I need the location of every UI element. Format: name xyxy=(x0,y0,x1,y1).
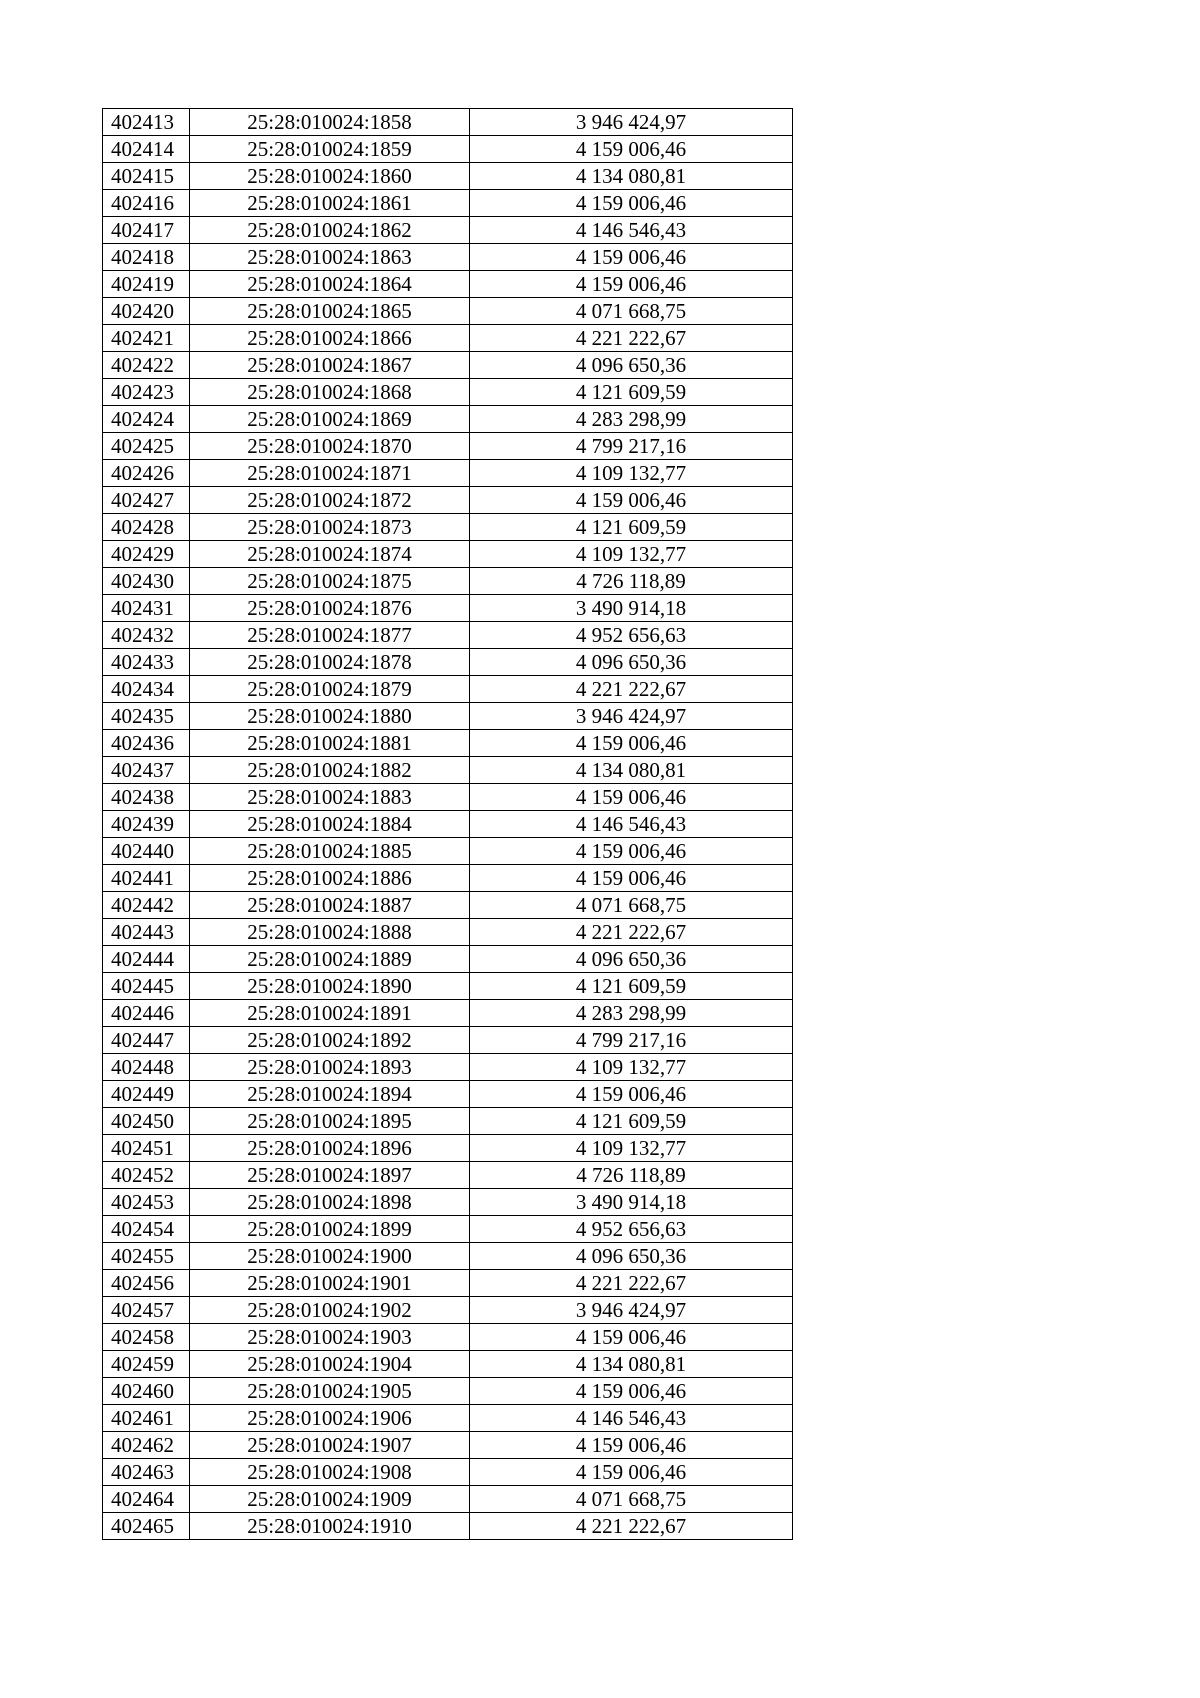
cadastral-number-cell: 25:28:010024:1866 xyxy=(190,325,470,352)
cadastral-value-cell: 4 159 006,46 xyxy=(470,784,793,811)
table-row xyxy=(103,946,793,973)
cadastral-value-cell: 4 109 132,77 xyxy=(470,1054,793,1081)
row-number-cell: 402450 xyxy=(103,1108,190,1135)
table-row xyxy=(103,163,793,190)
table-body xyxy=(103,109,793,1540)
cadastral-number-cell: 25:28:010024:1893 xyxy=(190,1054,470,1081)
cadastral-value-cell: 4 109 132,77 xyxy=(470,460,793,487)
row-number-cell: 402438 xyxy=(103,784,190,811)
table-row xyxy=(103,1378,793,1405)
table-row xyxy=(103,1108,793,1135)
table-row xyxy=(103,217,793,244)
row-number-cell: 402434 xyxy=(103,676,190,703)
cadastral-value-cell: 4 221 222,67 xyxy=(470,1270,793,1297)
table-row xyxy=(103,1324,793,1351)
table-row xyxy=(103,244,793,271)
cadastral-number-cell: 25:28:010024:1894 xyxy=(190,1081,470,1108)
cadastral-number-cell: 25:28:010024:1888 xyxy=(190,919,470,946)
cadastral-number-cell: 25:28:010024:1862 xyxy=(190,217,470,244)
cadastral-value-cell: 4 159 006,46 xyxy=(470,730,793,757)
cadastral-number-cell: 25:28:010024:1877 xyxy=(190,622,470,649)
row-number-cell: 402452 xyxy=(103,1162,190,1189)
table-row xyxy=(103,865,793,892)
row-number-cell: 402433 xyxy=(103,649,190,676)
cadastral-value-cell: 4 109 132,77 xyxy=(470,541,793,568)
cadastral-number-cell: 25:28:010024:1891 xyxy=(190,1000,470,1027)
row-number-cell: 402413 xyxy=(103,109,190,136)
cadastral-number-cell: 25:28:010024:1871 xyxy=(190,460,470,487)
cadastral-number-cell: 25:28:010024:1897 xyxy=(190,1162,470,1189)
cadastral-number-cell: 25:28:010024:1900 xyxy=(190,1243,470,1270)
row-number-cell: 402416 xyxy=(103,190,190,217)
row-number-cell: 402421 xyxy=(103,325,190,352)
cadastral-number-cell: 25:28:010024:1867 xyxy=(190,352,470,379)
table-row xyxy=(103,1243,793,1270)
cadastral-value-cell: 4 109 132,77 xyxy=(470,1135,793,1162)
table-row xyxy=(103,568,793,595)
cadastral-value-table xyxy=(102,108,793,1540)
cadastral-value-cell: 4 159 006,46 xyxy=(470,136,793,163)
cadastral-number-cell: 25:28:010024:1902 xyxy=(190,1297,470,1324)
table-row xyxy=(103,973,793,1000)
row-number-cell: 402458 xyxy=(103,1324,190,1351)
table-row xyxy=(103,271,793,298)
cadastral-number-cell: 25:28:010024:1870 xyxy=(190,433,470,460)
cadastral-value-cell: 4 146 546,43 xyxy=(470,811,793,838)
table-row xyxy=(103,109,793,136)
row-number-cell: 402442 xyxy=(103,892,190,919)
row-number-cell: 402465 xyxy=(103,1513,190,1540)
table-row xyxy=(103,1405,793,1432)
table-row xyxy=(103,379,793,406)
cadastral-value-cell: 4 159 006,46 xyxy=(470,487,793,514)
cadastral-number-cell: 25:28:010024:1896 xyxy=(190,1135,470,1162)
row-number-cell: 402456 xyxy=(103,1270,190,1297)
cadastral-number-cell: 25:28:010024:1890 xyxy=(190,973,470,1000)
cadastral-number-cell: 25:28:010024:1858 xyxy=(190,109,470,136)
row-number-cell: 402422 xyxy=(103,352,190,379)
cadastral-value-cell: 4 221 222,67 xyxy=(470,919,793,946)
row-number-cell: 402462 xyxy=(103,1432,190,1459)
cadastral-number-cell: 25:28:010024:1906 xyxy=(190,1405,470,1432)
row-number-cell: 402439 xyxy=(103,811,190,838)
cadastral-number-cell: 25:28:010024:1884 xyxy=(190,811,470,838)
cadastral-number-cell: 25:28:010024:1872 xyxy=(190,487,470,514)
row-number-cell: 402445 xyxy=(103,973,190,1000)
cadastral-number-cell: 25:28:010024:1875 xyxy=(190,568,470,595)
row-number-cell: 402446 xyxy=(103,1000,190,1027)
row-number-cell: 402454 xyxy=(103,1216,190,1243)
cadastral-number-cell: 25:28:010024:1901 xyxy=(190,1270,470,1297)
cadastral-value-cell: 4 071 668,75 xyxy=(470,298,793,325)
row-number-cell: 402426 xyxy=(103,460,190,487)
row-number-cell: 402460 xyxy=(103,1378,190,1405)
cadastral-value-cell: 4 726 118,89 xyxy=(470,1162,793,1189)
table-row xyxy=(103,1297,793,1324)
row-number-cell: 402431 xyxy=(103,595,190,622)
cadastral-value-cell: 4 221 222,67 xyxy=(470,1513,793,1540)
cadastral-number-cell: 25:28:010024:1859 xyxy=(190,136,470,163)
cadastral-number-cell: 25:28:010024:1874 xyxy=(190,541,470,568)
table-row xyxy=(103,136,793,163)
table-row xyxy=(103,460,793,487)
table-row xyxy=(103,757,793,784)
cadastral-number-cell: 25:28:010024:1878 xyxy=(190,649,470,676)
cadastral-value-cell: 3 946 424,97 xyxy=(470,1297,793,1324)
cadastral-value-cell: 4 096 650,36 xyxy=(470,352,793,379)
cadastral-value-cell: 4 952 656,63 xyxy=(470,622,793,649)
cadastral-number-cell: 25:28:010024:1863 xyxy=(190,244,470,271)
row-number-cell: 402461 xyxy=(103,1405,190,1432)
row-number-cell: 402463 xyxy=(103,1459,190,1486)
table-row xyxy=(103,703,793,730)
table-row xyxy=(103,1054,793,1081)
table-row xyxy=(103,1351,793,1378)
cadastral-value-cell: 3 490 914,18 xyxy=(470,595,793,622)
cadastral-value-cell: 4 799 217,16 xyxy=(470,433,793,460)
cadastral-value-cell: 4 726 118,89 xyxy=(470,568,793,595)
row-number-cell: 402415 xyxy=(103,163,190,190)
table-row xyxy=(103,406,793,433)
cadastral-value-cell: 4 159 006,46 xyxy=(470,838,793,865)
cadastral-value-cell: 3 946 424,97 xyxy=(470,703,793,730)
row-number-cell: 402453 xyxy=(103,1189,190,1216)
cadastral-number-cell: 25:28:010024:1904 xyxy=(190,1351,470,1378)
cadastral-value-cell: 4 159 006,46 xyxy=(470,244,793,271)
table-row xyxy=(103,541,793,568)
cadastral-value-cell: 4 146 546,43 xyxy=(470,1405,793,1432)
cadastral-number-cell: 25:28:010024:1905 xyxy=(190,1378,470,1405)
row-number-cell: 402425 xyxy=(103,433,190,460)
cadastral-value-cell: 4 121 609,59 xyxy=(470,379,793,406)
row-number-cell: 402424 xyxy=(103,406,190,433)
table-row xyxy=(103,1216,793,1243)
table-row xyxy=(103,1000,793,1027)
row-number-cell: 402435 xyxy=(103,703,190,730)
cadastral-value-cell: 4 121 609,59 xyxy=(470,514,793,541)
row-number-cell: 402455 xyxy=(103,1243,190,1270)
cadastral-value-cell: 4 159 006,46 xyxy=(470,1081,793,1108)
cadastral-value-cell: 3 490 914,18 xyxy=(470,1189,793,1216)
cadastral-number-cell: 25:28:010024:1885 xyxy=(190,838,470,865)
cadastral-number-cell: 25:28:010024:1892 xyxy=(190,1027,470,1054)
row-number-cell: 402448 xyxy=(103,1054,190,1081)
table-row xyxy=(103,622,793,649)
row-number-cell: 402443 xyxy=(103,919,190,946)
table-row xyxy=(103,919,793,946)
table-row xyxy=(103,487,793,514)
cadastral-number-cell: 25:28:010024:1879 xyxy=(190,676,470,703)
cadastral-number-cell: 25:28:010024:1910 xyxy=(190,1513,470,1540)
row-number-cell: 402417 xyxy=(103,217,190,244)
cadastral-value-cell: 4 134 080,81 xyxy=(470,757,793,784)
table-row xyxy=(103,1135,793,1162)
cadastral-value-cell: 4 283 298,99 xyxy=(470,406,793,433)
cadastral-number-cell: 25:28:010024:1865 xyxy=(190,298,470,325)
table-row xyxy=(103,1162,793,1189)
row-number-cell: 402432 xyxy=(103,622,190,649)
cadastral-number-cell: 25:28:010024:1860 xyxy=(190,163,470,190)
table-row xyxy=(103,676,793,703)
cadastral-value-cell: 3 946 424,97 xyxy=(470,109,793,136)
cadastral-number-cell: 25:28:010024:1882 xyxy=(190,757,470,784)
cadastral-number-cell: 25:28:010024:1868 xyxy=(190,379,470,406)
cadastral-value-cell: 4 159 006,46 xyxy=(470,1432,793,1459)
table-row xyxy=(103,1432,793,1459)
table-row xyxy=(103,298,793,325)
cadastral-number-cell: 25:28:010024:1899 xyxy=(190,1216,470,1243)
table-row xyxy=(103,730,793,757)
row-number-cell: 402457 xyxy=(103,1297,190,1324)
table-row xyxy=(103,1486,793,1513)
table-row xyxy=(103,649,793,676)
cadastral-value-cell: 4 096 650,36 xyxy=(470,649,793,676)
row-number-cell: 402419 xyxy=(103,271,190,298)
cadastral-value-cell: 4 071 668,75 xyxy=(470,1486,793,1513)
cadastral-value-cell: 4 159 006,46 xyxy=(470,190,793,217)
row-number-cell: 402441 xyxy=(103,865,190,892)
cadastral-value-cell: 4 952 656,63 xyxy=(470,1216,793,1243)
cadastral-number-cell: 25:28:010024:1886 xyxy=(190,865,470,892)
cadastral-number-cell: 25:28:010024:1876 xyxy=(190,595,470,622)
table-row xyxy=(103,1513,793,1540)
table-row xyxy=(103,514,793,541)
cadastral-value-cell: 4 159 006,46 xyxy=(470,1378,793,1405)
cadastral-value-cell: 4 799 217,16 xyxy=(470,1027,793,1054)
table-row xyxy=(103,1081,793,1108)
table-row xyxy=(103,811,793,838)
cadastral-value-cell: 4 283 298,99 xyxy=(470,1000,793,1027)
cadastral-number-cell: 25:28:010024:1864 xyxy=(190,271,470,298)
cadastral-number-cell: 25:28:010024:1881 xyxy=(190,730,470,757)
cadastral-value-cell: 4 121 609,59 xyxy=(470,1108,793,1135)
table-row xyxy=(103,595,793,622)
cadastral-value-cell: 4 096 650,36 xyxy=(470,946,793,973)
cadastral-number-cell: 25:28:010024:1895 xyxy=(190,1108,470,1135)
cadastral-number-cell: 25:28:010024:1898 xyxy=(190,1189,470,1216)
cadastral-number-cell: 25:28:010024:1889 xyxy=(190,946,470,973)
cadastral-value-cell: 4 146 546,43 xyxy=(470,217,793,244)
row-number-cell: 402444 xyxy=(103,946,190,973)
table-row xyxy=(103,433,793,460)
table-row xyxy=(103,892,793,919)
cadastral-number-cell: 25:28:010024:1880 xyxy=(190,703,470,730)
table-row xyxy=(103,190,793,217)
row-number-cell: 402414 xyxy=(103,136,190,163)
cadastral-number-cell: 25:28:010024:1908 xyxy=(190,1459,470,1486)
row-number-cell: 402447 xyxy=(103,1027,190,1054)
cadastral-value-cell: 4 221 222,67 xyxy=(470,325,793,352)
row-number-cell: 402430 xyxy=(103,568,190,595)
row-number-cell: 402429 xyxy=(103,541,190,568)
cadastral-number-cell: 25:28:010024:1909 xyxy=(190,1486,470,1513)
row-number-cell: 402437 xyxy=(103,757,190,784)
cadastral-value-cell: 4 134 080,81 xyxy=(470,163,793,190)
cadastral-number-cell: 25:28:010024:1883 xyxy=(190,784,470,811)
row-number-cell: 402451 xyxy=(103,1135,190,1162)
row-number-cell: 402418 xyxy=(103,244,190,271)
row-number-cell: 402449 xyxy=(103,1081,190,1108)
cadastral-number-cell: 25:28:010024:1873 xyxy=(190,514,470,541)
cadastral-value-cell: 4 159 006,46 xyxy=(470,271,793,298)
table-row xyxy=(103,838,793,865)
row-number-cell: 402464 xyxy=(103,1486,190,1513)
cadastral-value-cell: 4 071 668,75 xyxy=(470,892,793,919)
row-number-cell: 402436 xyxy=(103,730,190,757)
cadastral-value-cell: 4 134 080,81 xyxy=(470,1351,793,1378)
cadastral-number-cell: 25:28:010024:1887 xyxy=(190,892,470,919)
cadastral-value-cell: 4 159 006,46 xyxy=(470,1459,793,1486)
table-row xyxy=(103,1027,793,1054)
cadastral-value-cell: 4 159 006,46 xyxy=(470,1324,793,1351)
cadastral-value-cell: 4 121 609,59 xyxy=(470,973,793,1000)
row-number-cell: 402420 xyxy=(103,298,190,325)
table-row xyxy=(103,1459,793,1486)
cadastral-value-cell: 4 096 650,36 xyxy=(470,1243,793,1270)
table-row xyxy=(103,1189,793,1216)
cadastral-value-cell: 4 159 006,46 xyxy=(470,865,793,892)
row-number-cell: 402423 xyxy=(103,379,190,406)
row-number-cell: 402428 xyxy=(103,514,190,541)
cadastral-number-cell: 25:28:010024:1861 xyxy=(190,190,470,217)
cadastral-number-cell: 25:28:010024:1907 xyxy=(190,1432,470,1459)
cadastral-number-cell: 25:28:010024:1869 xyxy=(190,406,470,433)
table-row xyxy=(103,325,793,352)
row-number-cell: 402459 xyxy=(103,1351,190,1378)
table-row xyxy=(103,1270,793,1297)
table-row xyxy=(103,784,793,811)
table-row xyxy=(103,352,793,379)
cadastral-number-cell: 25:28:010024:1903 xyxy=(190,1324,470,1351)
cadastral-value-cell: 4 221 222,67 xyxy=(470,676,793,703)
row-number-cell: 402427 xyxy=(103,487,190,514)
row-number-cell: 402440 xyxy=(103,838,190,865)
